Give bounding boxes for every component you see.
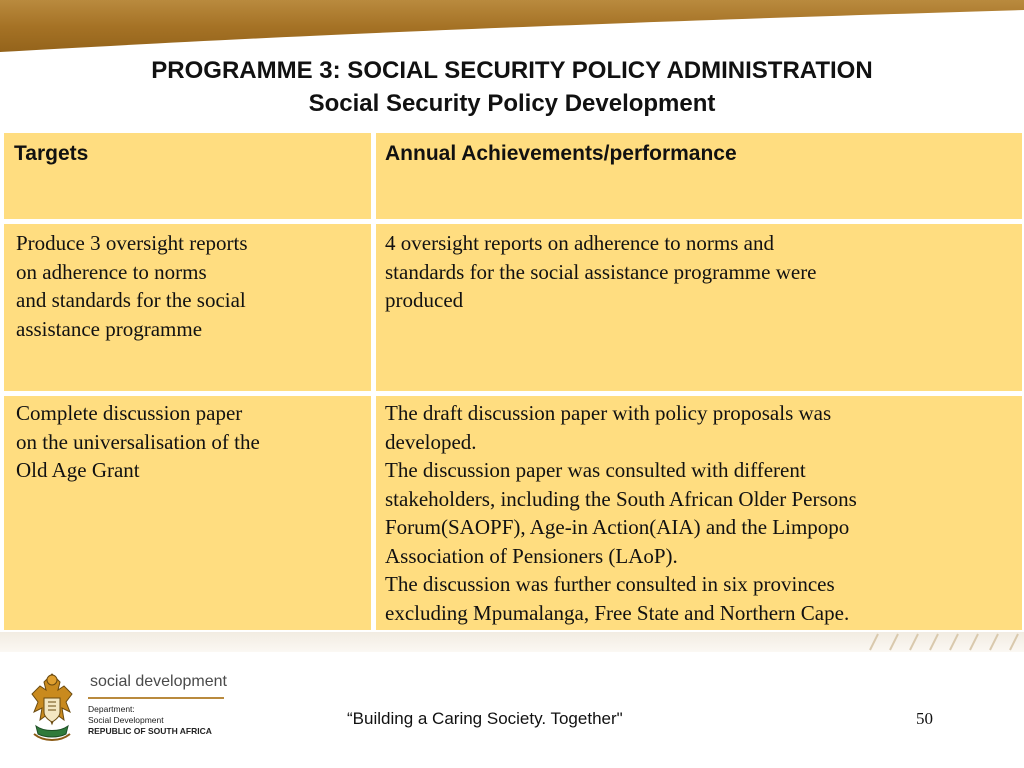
dept-name: Social Development xyxy=(88,715,164,725)
brand-name: social development xyxy=(90,673,227,690)
bottom-band-strokes xyxy=(860,630,1024,652)
dept-label: Department: xyxy=(88,704,135,714)
table-row xyxy=(4,224,371,391)
coat-of-arms-icon xyxy=(26,668,78,744)
country-name: REPUBLIC OF SOUTH AFRICA xyxy=(88,726,212,736)
slide-title: PROGRAMME 3: SOCIAL SECURITY POLICY ADMINISTRATION xyxy=(151,57,873,84)
table-row xyxy=(376,224,1022,391)
achievement-cell-text: 4 oversight reports on adherence to norms and standards for the social assistance programme were produced xyxy=(385,231,817,312)
table-row xyxy=(4,396,371,630)
target-cell-text: Complete discussion paper on the universalisation of the Old Age Grant xyxy=(16,401,260,482)
table-header-cell xyxy=(4,133,371,219)
header-achievements: Annual Achievements/performance xyxy=(385,142,737,165)
achievement-cell-text: The draft discussion paper with policy proposals was developed. The discussion paper was consulted with different stakeholders, including the South African Older Persons Forum(SAOPF), Age-in Action(AIA) and the Limpopo Association of Pensioners (LAoP). The discussion was further consulted in six provinces excluding Mpumalanga, Free State and Northern Cape. xyxy=(385,401,857,625)
page-number: 50 xyxy=(916,709,933,728)
table-header-cell xyxy=(376,133,1022,219)
header-targets: Targets xyxy=(14,142,89,165)
top-band-curve xyxy=(0,0,1024,60)
brand-divider xyxy=(88,697,224,699)
table-row xyxy=(376,396,1022,630)
slide-subtitle: Social Security Policy Development xyxy=(308,90,716,117)
targets-table xyxy=(4,133,1022,630)
footer-tagline: “Building a Caring Society. Together" xyxy=(347,709,623,728)
target-cell-text: Produce 3 oversight reports on adherence to norms and standards for the social assistance programme xyxy=(16,231,248,341)
